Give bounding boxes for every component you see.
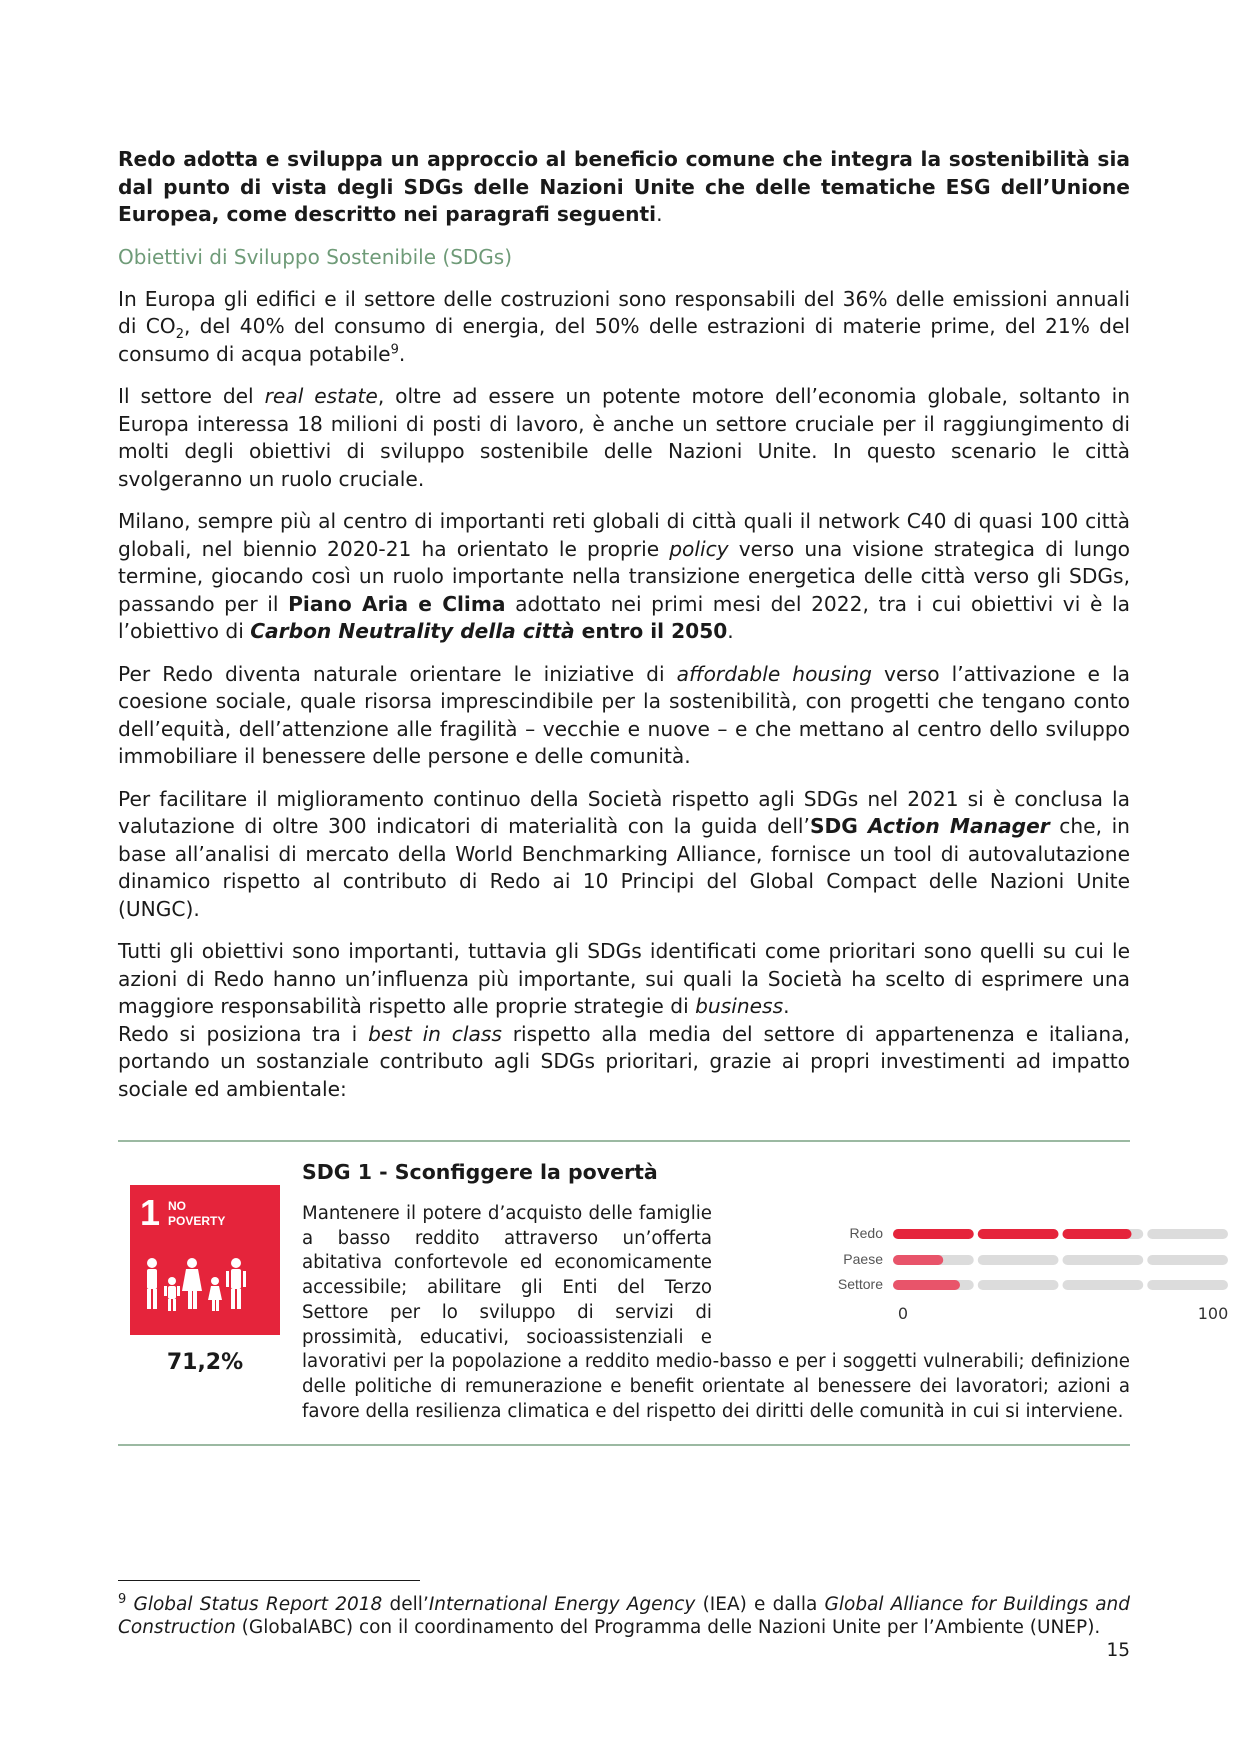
footnote-ref[interactable]: 9	[390, 341, 399, 357]
footnote: $^9$ Global Status Report 2018 dell’International Energy Agency (IEA) e dalla Global Alliance for Buildings and Construction (GlobalABC) con il coordinamento del Programma delle Nazioni Unite per l’Ambiente (UNEP).	[118, 1591, 1130, 1638]
bar-settore	[893, 1280, 960, 1290]
page-number: 15	[1106, 1640, 1130, 1661]
family-icon	[140, 1255, 270, 1315]
bar-track-settore	[1063, 1280, 1144, 1290]
sdg-1-box	[118, 1140, 1229, 1446]
bar-track-paese	[1147, 1255, 1228, 1265]
paragraph-best-in-class: Redo si posiziona tra i best in class rispetto alla media del settore di appartenenza e italiana, portando un sostanziale contributo agli SDGs prioritari, grazie ai propri investimenti ad impatto sociale ed ambientale:	[118, 1021, 1131, 1101]
bar-label-paese: Paese	[843, 1251, 883, 1267]
paragraph-sdg-action-manager: Per facilitare il miglioramento continuo della Società rispetto agli SDGs nel 2021 si è conclusa la valutazione di oltre 300 indicatori di materialità con la guida dell’SDG Action Manager che, in base all’analisi di mercato della World Benchmarking Alliance, fornisce un tool di autovalutazione dinamico rispetto al contributo di Redo ai 10 Principi del Global Compact delle Nazioni Unite (UNGC).	[118, 786, 1130, 921]
paragraph-priorities: Tutti gli obiettivi sono importanti, tuttavia gli SDGs identificati come prioritari sono quelli su cui le azioni di Redo hanno un’influenza più importante, sui quali la Società ha scelto di esprimere una maggiore responsabilità rispetto alle proprie strategie di business.	[118, 939, 1130, 1018]
sdg-title: SDG 1 - Sconfiggere la povertà	[302, 1160, 658, 1184]
section-heading: Obiettivi di Sviluppo Sostenibile (SDGs)	[118, 244, 513, 269]
sdg-1-icon	[130, 1185, 280, 1335]
sdg-score: 71,2%	[166, 1350, 244, 1375]
bar-track-paese	[978, 1255, 1059, 1265]
sdg-icon-name: NO POVERTY	[168, 1199, 226, 1228]
bar-redo	[893, 1229, 974, 1239]
footnote-number: 9	[118, 1591, 127, 1607]
bar-track-paese	[1063, 1255, 1144, 1265]
tick-label: 100	[1197, 1304, 1229, 1323]
sdg-description: Mantenere il potere d’acquisto delle famiglie a basso reddito attraverso un’offerta abitativa confortevole ed economicamente accessibile; abilitare gli Enti del Terzo Settore per lo sviluppo di servizi di prossimità, educativi, socioassistenziali e lavorativi per la popolazione a reddito medio-basso e per i soggetti vulnerabili; definizione delle politiche di remunerazione e benefit orientate al benessere dei lavoratori; azioni a favore della resilienza climatica e del rispetto dei diritti delle comunità in cui si interviene.	[302, 1203, 1130, 1422]
sdg-icon-number: 1	[140, 1192, 161, 1233]
bar-track-settore	[978, 1280, 1059, 1290]
bar-track-settore	[1147, 1280, 1228, 1290]
paragraph-emissions: In Europa gli edifici e il settore delle costruzioni sono responsabili del 36% delle emissioni annuali di $CO_2$, del 40% del consumo di energia, del 50% delle estrazioni di materie prime, del 21% del consumo di acqua potabile$^9$.	[118, 286, 1131, 366]
bar-track-redo	[1147, 1229, 1228, 1239]
bar-label-redo: Redo	[849, 1225, 883, 1241]
bar-paese	[893, 1255, 943, 1265]
bar-redo	[978, 1229, 1059, 1239]
paragraph-real-estate: Il settore del real estate, oltre ad essere un potente motore dell’economia globale, soltanto in Europa interessa 18 milioni di posti di lavoro, è anche un settore cruciale per il raggiungimento di molti degli obiettivi di sviluppo sostenibile delle Nazioni Unite. In questo scenario le città svolgeranno un ruolo cruciale.	[118, 384, 1130, 491]
sdg-comparison-chart	[768, 1217, 1240, 1337]
main-content	[118, 146, 1130, 1118]
paragraph-affordable-housing: Per Redo diventa naturale orientare le iniziative di affordable housing verso l’attivazione e la coesione sociale, quale risorsa imprescindibile per la sostenibilità, con progetti che tengano conto dell’equità, dell’attenzione alle fragilità – vecchie e nuove – e che mettano al centro dello sviluppo immobiliare il benessere delle persone e delle comunità.	[118, 661, 1130, 768]
paragraph-milano: Milano, sempre più al centro di importanti reti globali di città quali il network C40 di quasi 100 città globali, nel biennio 2020-21 ha orientato le proprie policy verso una visione strategica di lungo termine, giocando così un ruolo importante nella transizione energetica delle città verso gli SDGs, passando per il Piano Aria e Clima adottato nei primi mesi del 2022, tra i cui obiettivi vi è la l’obiettivo di Carbon Neutrality della città entro il 2050.	[118, 509, 1130, 643]
intro-paragraph: Redo adotta e sviluppa un approccio al beneficio comune che integra la sostenibilità sia dal punto di vista degli SDGs delle Nazioni Unite che delle tematiche ESG dell’Unione Europea, come descritto nei paragrafi seguenti.	[118, 147, 1130, 226]
footnote-rule	[118, 1580, 420, 1581]
bar-label-settore: Settore	[837, 1276, 883, 1292]
bar-redo	[1063, 1229, 1132, 1239]
tick-label: 0	[897, 1304, 909, 1323]
